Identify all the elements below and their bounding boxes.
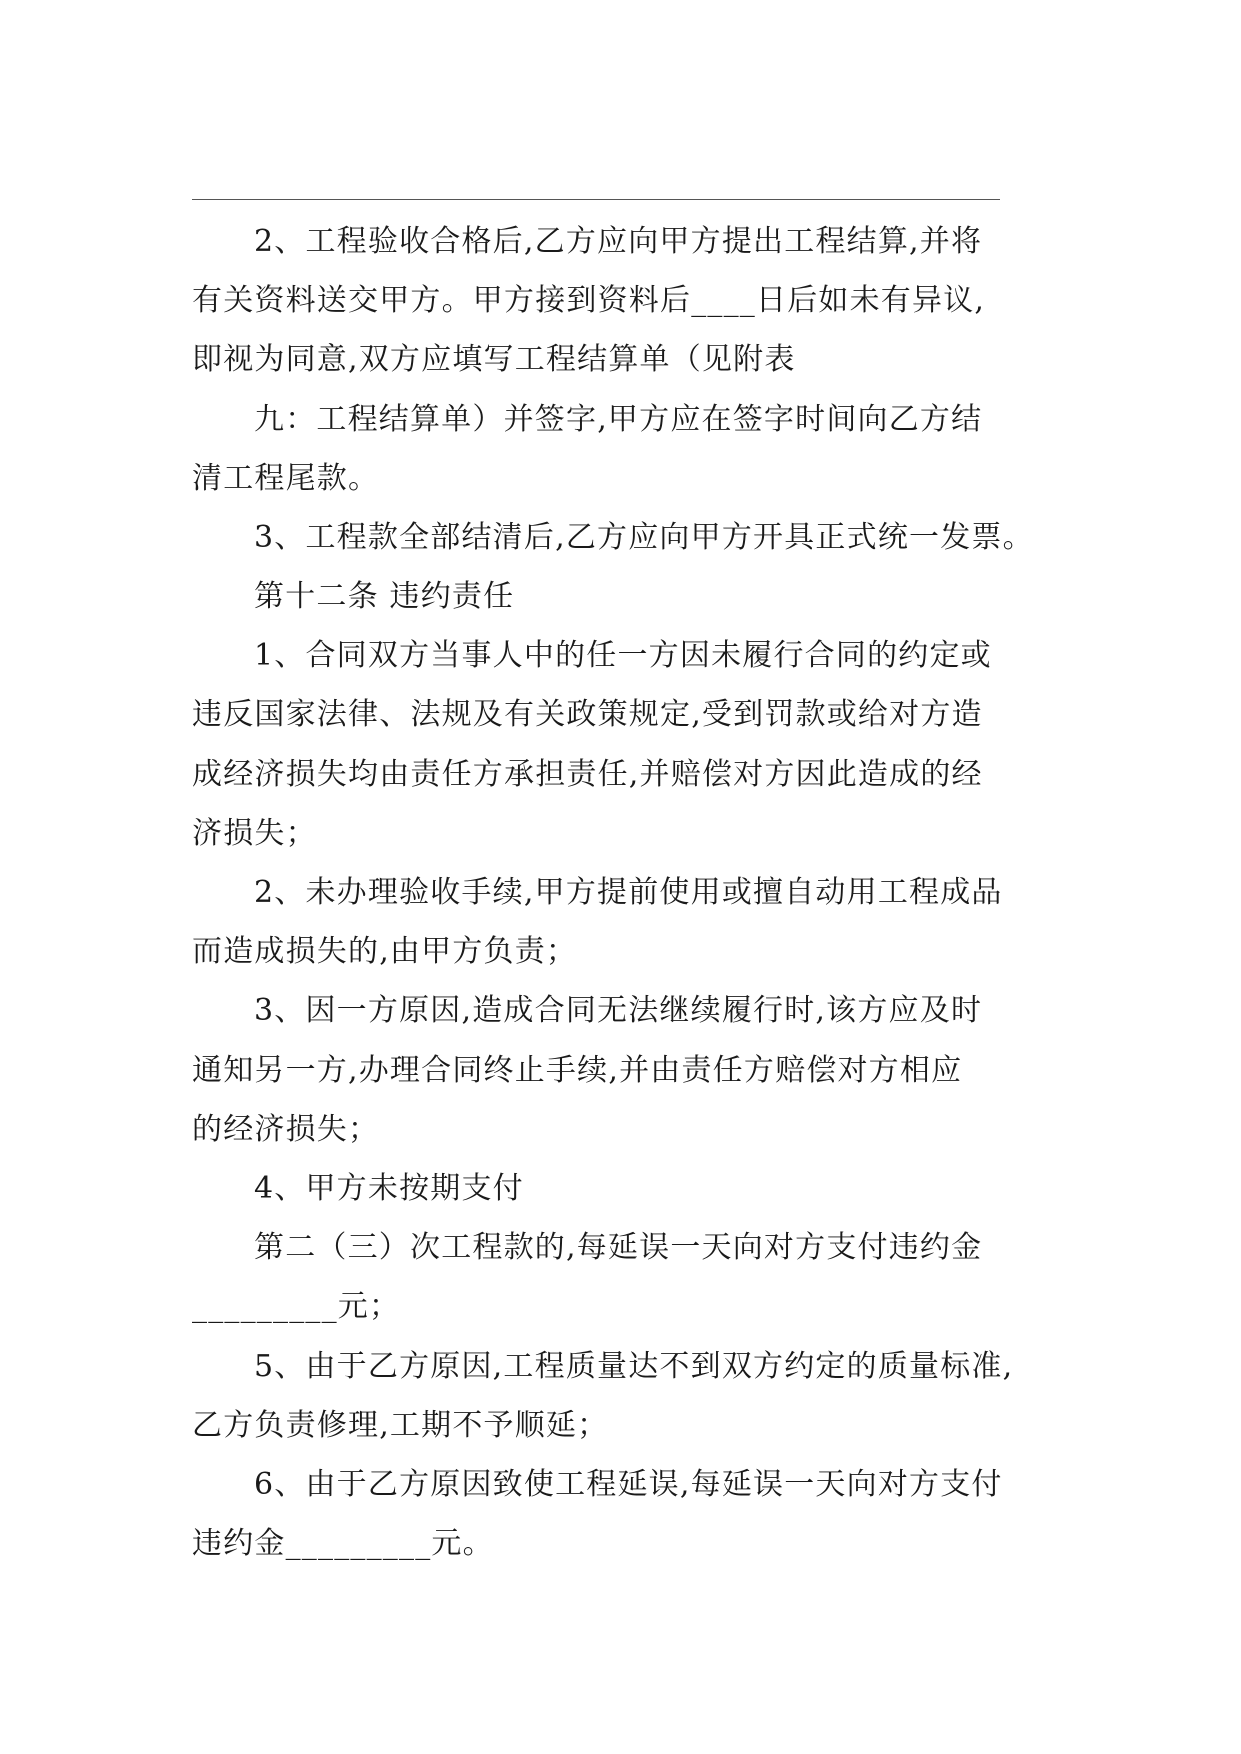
paragraph-line: _________元； — [192, 1289, 401, 1324]
paragraph-line: 第二（三）次工程款的,每延误一天向对方支付违约金 — [254, 1230, 983, 1265]
paragraph-line: 4、甲方未按期支付 — [254, 1171, 524, 1206]
paragraph-line: 九：工程结算单）并签字,甲方应在签字时间向乙方结 — [254, 402, 983, 437]
paragraph-line: 而造成损失的,由甲方负责； — [192, 934, 578, 969]
paragraph-line: 1、合同双方当事人中的任一方因未履行合同的约定或 — [254, 638, 992, 673]
paragraph-line: 清工程尾款。 — [192, 461, 380, 496]
header-rule — [192, 199, 1000, 200]
paragraph-line: 有关资料送交甲方。甲方接到资料后____日后如未有异议, — [192, 283, 986, 318]
paragraph-line: 5、由于乙方原因,工程质量达不到双方约定的质量标准, — [254, 1349, 1014, 1384]
paragraph-line: 的经济损失； — [192, 1112, 380, 1147]
paragraph-line: 3、因一方原因,造成合同无法继续履行时,该方应及时 — [254, 993, 983, 1028]
paragraph-line: 违约金_________元。 — [192, 1526, 494, 1561]
paragraph-line: 2、未办理验收手续,甲方提前使用或擅自动用工程成品 — [254, 875, 1003, 910]
paragraph-line: 2、工程验收合格后,乙方应向甲方提出工程结算,并将 — [254, 224, 983, 259]
paragraph-line: 即视为同意,双方应填写工程结算单（见附表 — [192, 342, 796, 377]
paragraph-line: 成经济损失均由责任方承担责任,并赔偿对方因此造成的经 — [192, 757, 983, 792]
paragraph-line: 通知另一方,办理合同终止手续,并由责任方赔偿对方相应 — [192, 1053, 963, 1088]
paragraph-line: 济损失； — [192, 816, 317, 851]
section-heading: 第十二条 违约责任 — [254, 579, 515, 614]
paragraph-line: 3、工程款全部结清后,乙方应向甲方开具正式统一发票。 — [254, 520, 1034, 555]
paragraph-line: 6、由于乙方原因致使工程延误,每延误一天向对方支付 — [254, 1467, 1003, 1502]
paragraph-line: 乙方负责修理,工期不予顺延； — [192, 1408, 609, 1443]
paragraph-line: 违反国家法律、法规及有关政策规定,受到罚款或给对方造 — [192, 697, 983, 732]
